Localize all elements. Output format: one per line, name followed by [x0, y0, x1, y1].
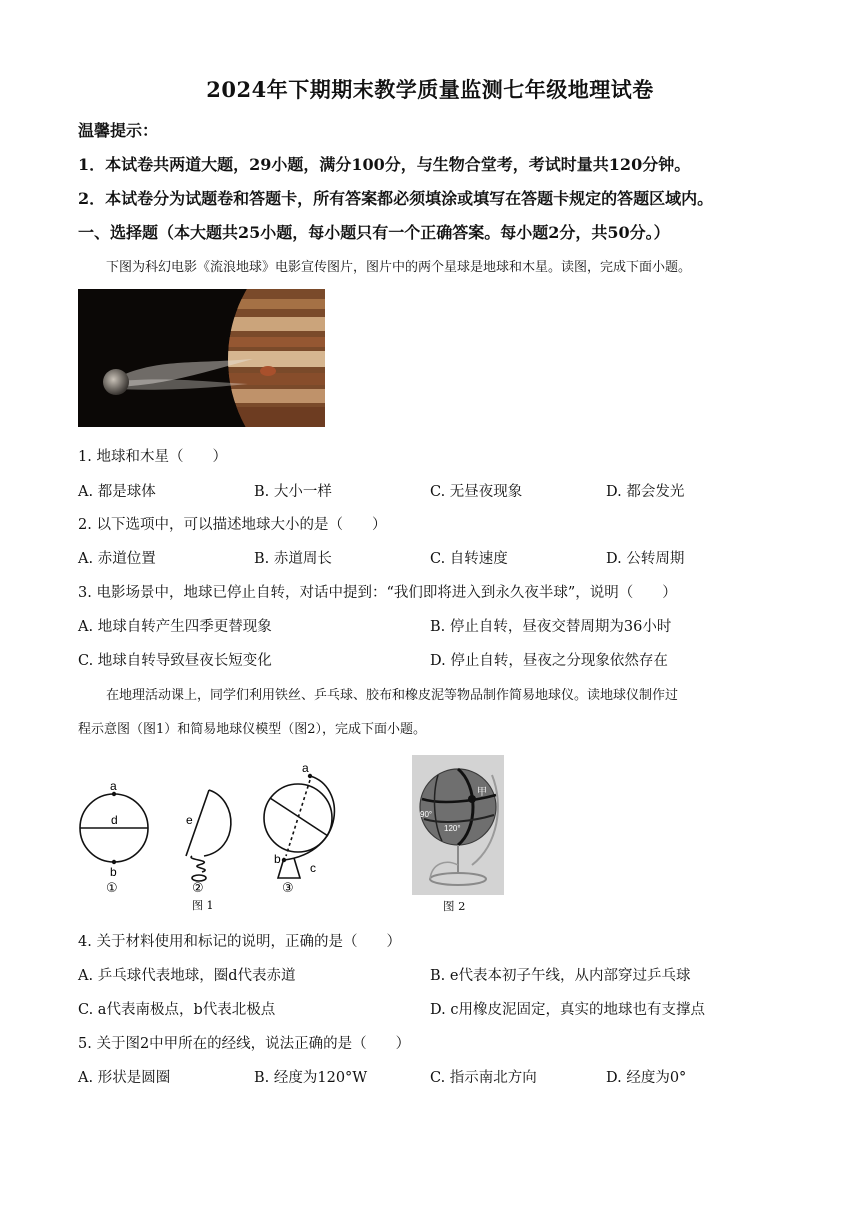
- material-1-text: 下图为科幻电影《流浪地球》电影宣传图片，图片中的两个星球是地球和木星。读图，完成下面小题。: [106, 260, 692, 275]
- q2-option-b: B. 赤道周长: [254, 551, 332, 567]
- q5-option-b: B. 经度为120°W: [254, 1070, 368, 1086]
- q1-option-b: B. 大小一样: [254, 484, 332, 500]
- earth-planet: [103, 369, 129, 395]
- figure-1-caption: 图 1: [192, 899, 214, 912]
- material-2-line-1: 在地理活动课上，同学们利用铁丝、乒乓球、胶布和橡皮泥等物品制作简易地球仪。读地球仪制作过: [106, 688, 679, 703]
- q3-option-a: A. 地球自转产生四季更替现象: [78, 619, 272, 635]
- figure-2-illustration: [412, 755, 504, 895]
- q4-option-a: A. 乒乓球代表地球，圈d代表赤道: [78, 968, 296, 984]
- q2-option-d: D. 公转周期: [606, 551, 685, 567]
- fig1-wire-arc-3: [284, 776, 334, 860]
- fig2-label-90: 90°: [420, 810, 433, 819]
- q1-option-a: A. 都是球体: [78, 484, 156, 500]
- q4-option-b: B. e代表本初子午线，从内部穿过乒乓球: [430, 968, 691, 984]
- fig1-label-circled-3: ③: [282, 881, 294, 896]
- wandering-earth-poster-image: [78, 289, 325, 427]
- section-heading: 一、选择题（本大题共25小题，每小题只有一个正确答案。每小题2分，共50分。）: [78, 223, 670, 242]
- q5-stem: 5. 关于图2中甲所在的经线，说法正确的是（ ）: [78, 1036, 411, 1052]
- fig2-label-120: 120°: [444, 824, 461, 833]
- q2-stem: 2. 以下选项中，可以描述地球大小的是（ ）: [78, 517, 387, 533]
- q5-option-a: A. 形状是圆圈: [78, 1070, 171, 1086]
- fig1-dotted-axis: [286, 780, 310, 856]
- fig1-label-a3: a: [302, 761, 309, 775]
- figure-2-caption: 图 2: [443, 899, 466, 913]
- q3-option-c: C. 地球自转导致昼夜长短变化: [78, 653, 272, 669]
- fig1-wire-arc: [204, 790, 231, 856]
- fig1-stand-3: [278, 858, 300, 878]
- tips-heading: 温馨提示：: [78, 121, 159, 140]
- q1-stem: 1. 地球和木星（ ）: [78, 449, 227, 465]
- q5-option-d: D. 经度为0°: [606, 1070, 687, 1086]
- q3-option-d: D. 停止自转，昼夜之分现象依然存在: [430, 653, 668, 669]
- tips-item-1: 1．本试卷共两道大题，29小题，满分100分，与生物合堂考，考试时量共120分钟。: [78, 155, 691, 174]
- q5-option-c: C. 指示南北方向: [430, 1070, 537, 1086]
- tips-item-2: 2．本试卷分为试题卷和答题卡，所有答案都必须填涂或填写在答题卡规定的答题区域内。: [78, 189, 714, 208]
- q3-stem: 3. 电影场景中，地球已停止自转，对话中提到：“我们即将进入到永久夜半球”，说明（ ）: [78, 585, 677, 601]
- q2-option-c: C. 自转速度: [430, 551, 508, 567]
- figure-2-globe-photo: [412, 755, 504, 895]
- page-title: 2024年下期期末教学质量监测七年级地理试卷: [206, 77, 654, 102]
- fig1-label-b3: b: [274, 852, 281, 866]
- fig1-label-b1: b: [110, 865, 117, 879]
- fig1-label-circled-1: ①: [106, 881, 118, 896]
- fig1-label-a1: a: [110, 779, 117, 793]
- fig1-label-circled-2: ②: [192, 881, 204, 896]
- fig1-label-c: c: [310, 861, 316, 875]
- fig2-label-jia: 甲: [477, 787, 487, 798]
- fig1-label-e: e: [186, 813, 193, 827]
- q1-option-c: C. 无昼夜现象: [430, 484, 523, 500]
- q4-option-d: D. c用橡皮泥固定，真实的地球也有支撑点: [430, 1002, 705, 1018]
- q1-option-d: D. 都会发光: [606, 484, 685, 500]
- material-2-line-2: 程示意图（图1）和简易地球仪模型（图2），完成下面小题。: [78, 722, 427, 737]
- q4-option-c: C. a代表南极点，b代表北极点: [78, 1002, 276, 1018]
- q2-option-a: A. 赤道位置: [78, 551, 156, 567]
- q3-option-b: B. 停止自转，昼夜交替周期为36小时: [430, 619, 672, 635]
- figure-1-globe-process: [74, 760, 364, 915]
- poster-illustration: [78, 289, 325, 427]
- q4-stem: 4. 关于材料使用和标记的说明，正确的是（ ）: [78, 934, 401, 950]
- fig1-label-d: d: [111, 813, 118, 827]
- fig1-coil: [191, 856, 205, 872]
